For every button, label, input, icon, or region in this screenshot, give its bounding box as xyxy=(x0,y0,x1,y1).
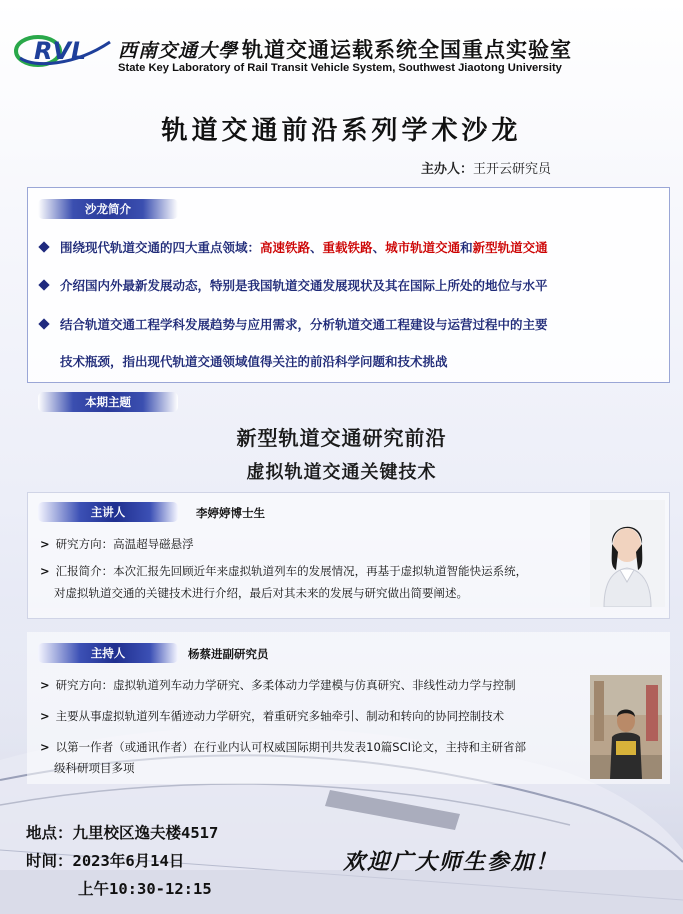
field-high-speed: 高速铁路 xyxy=(260,240,311,255)
moderator-work-text: 主要从事虚拟轨道列车循迹动力学研究，着重研究多轴牵引、制动和转向的协同控制技术 xyxy=(55,709,505,723)
speaker-name: 李婷婷博士生 xyxy=(196,506,265,520)
moderator-label-pill xyxy=(38,643,178,663)
diamond-bullet-icon xyxy=(38,241,49,252)
speaker-field-text: 研究方向：高温超导磁悬浮 xyxy=(55,537,194,551)
moderator-field-text: 研究方向：虚拟轨道列车动力学研究、多柔体动力学建模与仿真研究、非线性动力学与控制 xyxy=(55,678,516,692)
topic-label: 本期主题 xyxy=(85,395,131,409)
topic-label-pill xyxy=(38,392,178,412)
moderator-name: 杨蔡进副研究员 xyxy=(188,647,269,661)
sep-3: 和 xyxy=(460,240,473,255)
speaker-label-pill xyxy=(38,502,178,522)
speaker-summary-line1: 汇报简介：本次汇报先回顾近年来虚拟轨道列车的发展情况，再基于虚拟轨道智能快运系统， xyxy=(55,564,528,578)
speaker-photo xyxy=(590,500,665,607)
field-new-rail: 新型轨道交通 xyxy=(472,240,548,255)
topic-title: 新型轨道交通研究前沿 xyxy=(236,426,447,450)
intro-label: 沙龙简介 xyxy=(85,202,131,216)
date: 时间：2023年6月14日 xyxy=(26,852,185,870)
diamond-bullet-icon xyxy=(38,279,49,290)
intro-bullet-3-cont: 技术瓶颈，指出现代轨道交通领域值得关注的前沿科学问题和技术挑战 xyxy=(60,354,448,369)
sep-1: 、 xyxy=(310,240,323,255)
diamond-bullet-icon xyxy=(38,318,49,329)
host-name: 王开云研究员 xyxy=(473,162,552,177)
location: 地点：九里校区逸夫楼4517 xyxy=(26,824,219,842)
moderator-pub-line2: 级科研项目多项 xyxy=(54,761,135,775)
arrow-bullet-icon: > xyxy=(40,740,50,754)
intro-bullet-3 xyxy=(40,316,548,334)
bullet1-prefix: 围绕现代轨道交通的四大重点领域： xyxy=(60,240,261,255)
field-heavy-haul: 重载铁路 xyxy=(322,240,373,255)
moderator-field xyxy=(40,677,516,694)
arrow-bullet-icon: > xyxy=(40,537,50,551)
arrow-bullet-icon: > xyxy=(40,678,50,692)
lab-name-cn: 轨道交通运载系统全国重点实验室 xyxy=(242,38,572,62)
rvl-logo xyxy=(14,34,114,68)
moderator-work xyxy=(40,708,504,725)
speaker-summary-line2: 对虚拟轨道交通的关键技术进行介绍，最后对其未来的发展与研究做出简要阐述。 xyxy=(54,586,468,600)
speaker-field xyxy=(40,536,194,553)
moderator-label: 主持人 xyxy=(90,646,126,660)
speaker-label: 主讲人 xyxy=(90,505,126,519)
moderator-pub-line1: 以第一作者（或通讯作者）在行业内认可权威国际期刊共发表10篇SCI论文，主持和主研省部 xyxy=(55,740,526,754)
intro-label-pill xyxy=(38,199,178,219)
host-label: 主办人： xyxy=(421,162,474,177)
topic-subtitle: 虚拟轨道交通关键技术 xyxy=(246,462,437,483)
page-title: 轨道交通前沿系列学术沙龙 xyxy=(161,116,522,146)
host-line xyxy=(421,158,551,177)
intro-bullet-1 xyxy=(40,239,548,257)
moderator-publications xyxy=(40,739,526,756)
speaker-summary xyxy=(40,563,527,580)
logo-text: RVL xyxy=(34,37,87,65)
time: 上午10:30-12:15 xyxy=(78,880,212,898)
arrow-bullet-icon: > xyxy=(40,709,50,723)
sep-2: 、 xyxy=(372,240,386,255)
lab-name-en: State Key Laboratory of Rail Transit Vehicle System, Southwest Jiaotong University xyxy=(118,62,562,74)
welcome-message: 欢迎广大师生参加！ xyxy=(343,849,560,875)
bullet3-line1: 结合轨道交通工程学科发展趋势与应用需求，分析轨道交通工程建设与运营过程中的主要 xyxy=(60,317,548,332)
university-name: 西南交通大學 xyxy=(118,40,239,62)
bullet2-text: 介绍国内外最新发展动态，特别是我国轨道交通发展现状及其在国际上所处的地位与水平 xyxy=(60,278,548,293)
arrow-bullet-icon: > xyxy=(40,564,50,578)
intro-bullet-2 xyxy=(40,277,548,295)
field-urban-rail: 城市轨道交通 xyxy=(385,240,461,255)
moderator-photo xyxy=(590,675,662,779)
